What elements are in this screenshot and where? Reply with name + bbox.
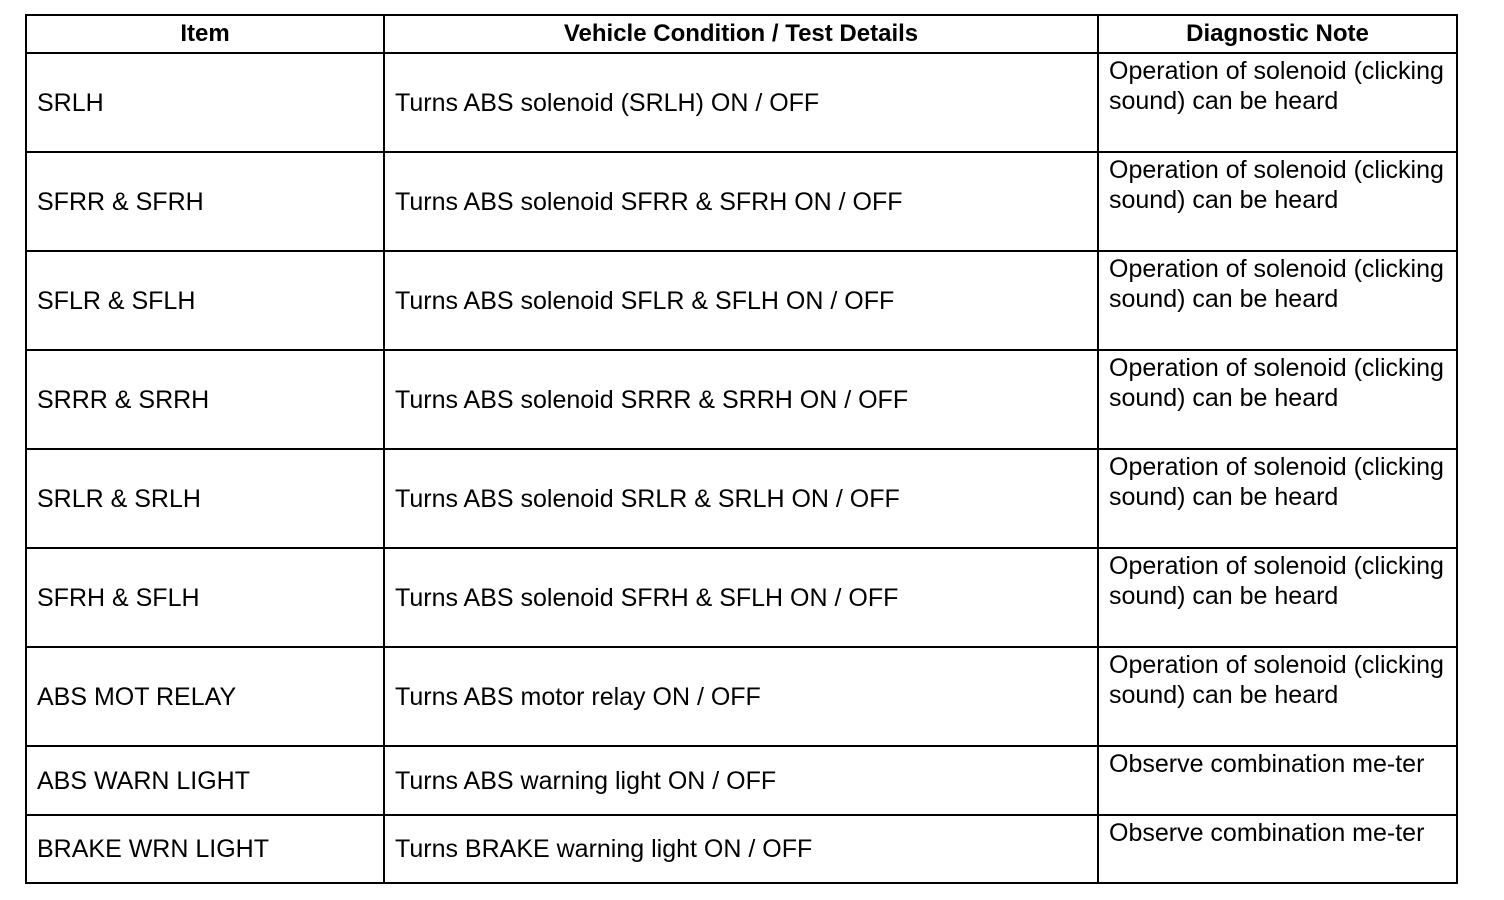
condition-cell: Turns ABS motor relay ON / OFF <box>384 647 1098 746</box>
condition-cell: Turns ABS solenoid (SRLH) ON / OFF <box>384 53 1098 152</box>
condition-cell: Turns ABS solenoid SFRH & SFLH ON / OFF <box>384 548 1098 647</box>
item-cell: SRLH <box>26 53 384 152</box>
item-cell: ABS MOT RELAY <box>26 647 384 746</box>
note-cell: Operation of solenoid (clicking sound) can be heard <box>1098 548 1457 647</box>
table-row <box>26 152 1457 251</box>
item-cell: SRRR & SRRH <box>26 350 384 449</box>
note-cell: Operation of solenoid (clicking sound) can be heard <box>1098 647 1457 746</box>
condition-cell: Turns ABS solenoid SRLR & SRLH ON / OFF <box>384 449 1098 548</box>
header-vehicle-condition: Vehicle Condition / Test Details <box>384 15 1098 53</box>
header-item: Item <box>26 15 384 53</box>
item-cell: SRLR & SRLH <box>26 449 384 548</box>
note-cell: Operation of solenoid (clicking sound) can be heard <box>1098 53 1457 152</box>
condition-cell: Turns ABS warning light ON / OFF <box>384 746 1098 815</box>
note-cell: Operation of solenoid (clicking sound) can be heard <box>1098 350 1457 449</box>
table-row <box>26 647 1457 746</box>
header-diagnostic-note: Diagnostic Note <box>1098 15 1457 53</box>
table-row <box>26 815 1457 883</box>
table-row <box>26 449 1457 548</box>
condition-cell: Turns BRAKE warning light ON / OFF <box>384 815 1098 883</box>
condition-cell: Turns ABS solenoid SRRR & SRRH ON / OFF <box>384 350 1098 449</box>
note-cell: Operation of solenoid (clicking sound) can be heard <box>1098 251 1457 350</box>
note-cell: Observe combination me-ter <box>1098 815 1457 883</box>
table-header-row <box>26 15 1457 53</box>
note-cell: Operation of solenoid (clicking sound) can be heard <box>1098 449 1457 548</box>
item-cell: SFRH & SFLH <box>26 548 384 647</box>
active-test-table <box>25 14 1458 884</box>
note-cell: Operation of solenoid (clicking sound) can be heard <box>1098 152 1457 251</box>
item-cell: BRAKE WRN LIGHT <box>26 815 384 883</box>
item-cell: ABS WARN LIGHT <box>26 746 384 815</box>
table-row <box>26 53 1457 152</box>
table-row <box>26 548 1457 647</box>
note-cell: Observe combination me-ter <box>1098 746 1457 815</box>
table-row <box>26 251 1457 350</box>
table-row <box>26 746 1457 815</box>
item-cell: SFLR & SFLH <box>26 251 384 350</box>
item-cell: SFRR & SFRH <box>26 152 384 251</box>
table-row <box>26 350 1457 449</box>
condition-cell: Turns ABS solenoid SFRR & SFRH ON / OFF <box>384 152 1098 251</box>
condition-cell: Turns ABS solenoid SFLR & SFLH ON / OFF <box>384 251 1098 350</box>
